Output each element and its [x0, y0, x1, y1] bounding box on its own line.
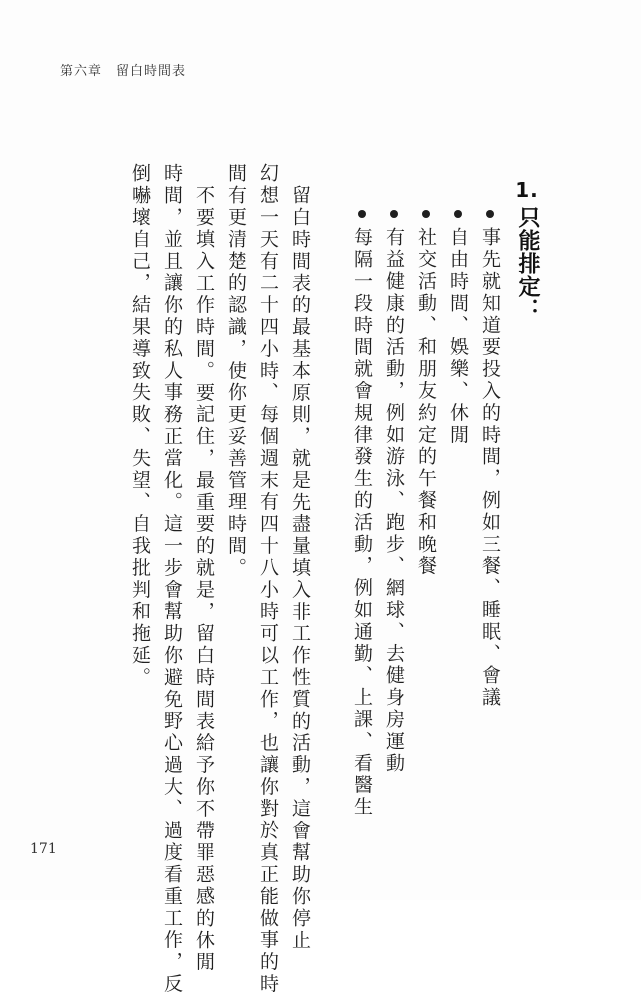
bullet-item-2: 自由時間、娛樂、休閒	[448, 210, 467, 446]
paragraph-2-line-3: 倒嚇壞自己，結果導致失敗、失望、自我批判和拖延。	[129, 163, 151, 689]
bullet-icon	[486, 210, 494, 218]
bullet-item-5: 每隔一段時間就會規律發生的活動，例如通勤、上課、看醫生	[352, 210, 371, 818]
page-number: 171	[30, 841, 57, 857]
bullet-icon	[358, 210, 366, 218]
paragraph-1-line-2: 幻想一天有二十四小時、每個週末有四十八小時可以工作，也讓你對於真正能做事的時	[257, 163, 279, 995]
bullet-item-3: 社交活動、和朋友約定的午餐和晚餐	[416, 210, 435, 577]
bullet-icon	[422, 210, 430, 218]
paragraph-1-line-3: 間有更清楚的認識，使你更妥善管理時間。	[225, 163, 247, 580]
paragraph-1-line-1: 留白時間表的最基本原則，就是先盡量填入非工作性質的活動，這會幫助你停止	[289, 185, 311, 952]
running-head: 第六章 留白時間表	[60, 64, 187, 79]
paragraph-2-line-1: 不要填入工作時間。要記住，最重要的就是，留白時間表給予你不帶罪惡感的休閒	[193, 185, 215, 974]
bullet-icon	[454, 210, 462, 218]
bullet-item-4: 有益健康的活動，例如游泳、跑步、網球、去健身房運動	[384, 210, 403, 775]
section-number: 1.	[515, 178, 539, 202]
section-title: 只能排定：	[515, 206, 540, 321]
section-heading	[512, 178, 543, 321]
bullet-icon	[390, 210, 398, 218]
bullet-item-1: 事先就知道要投入的時間，例如三餐、睡眠、會議	[480, 210, 499, 709]
paragraph-2-line-2: 時間，並且讓你的私人事務正當化。這一步會幫助你避免野心過大、過度看重工作，反	[161, 163, 183, 995]
